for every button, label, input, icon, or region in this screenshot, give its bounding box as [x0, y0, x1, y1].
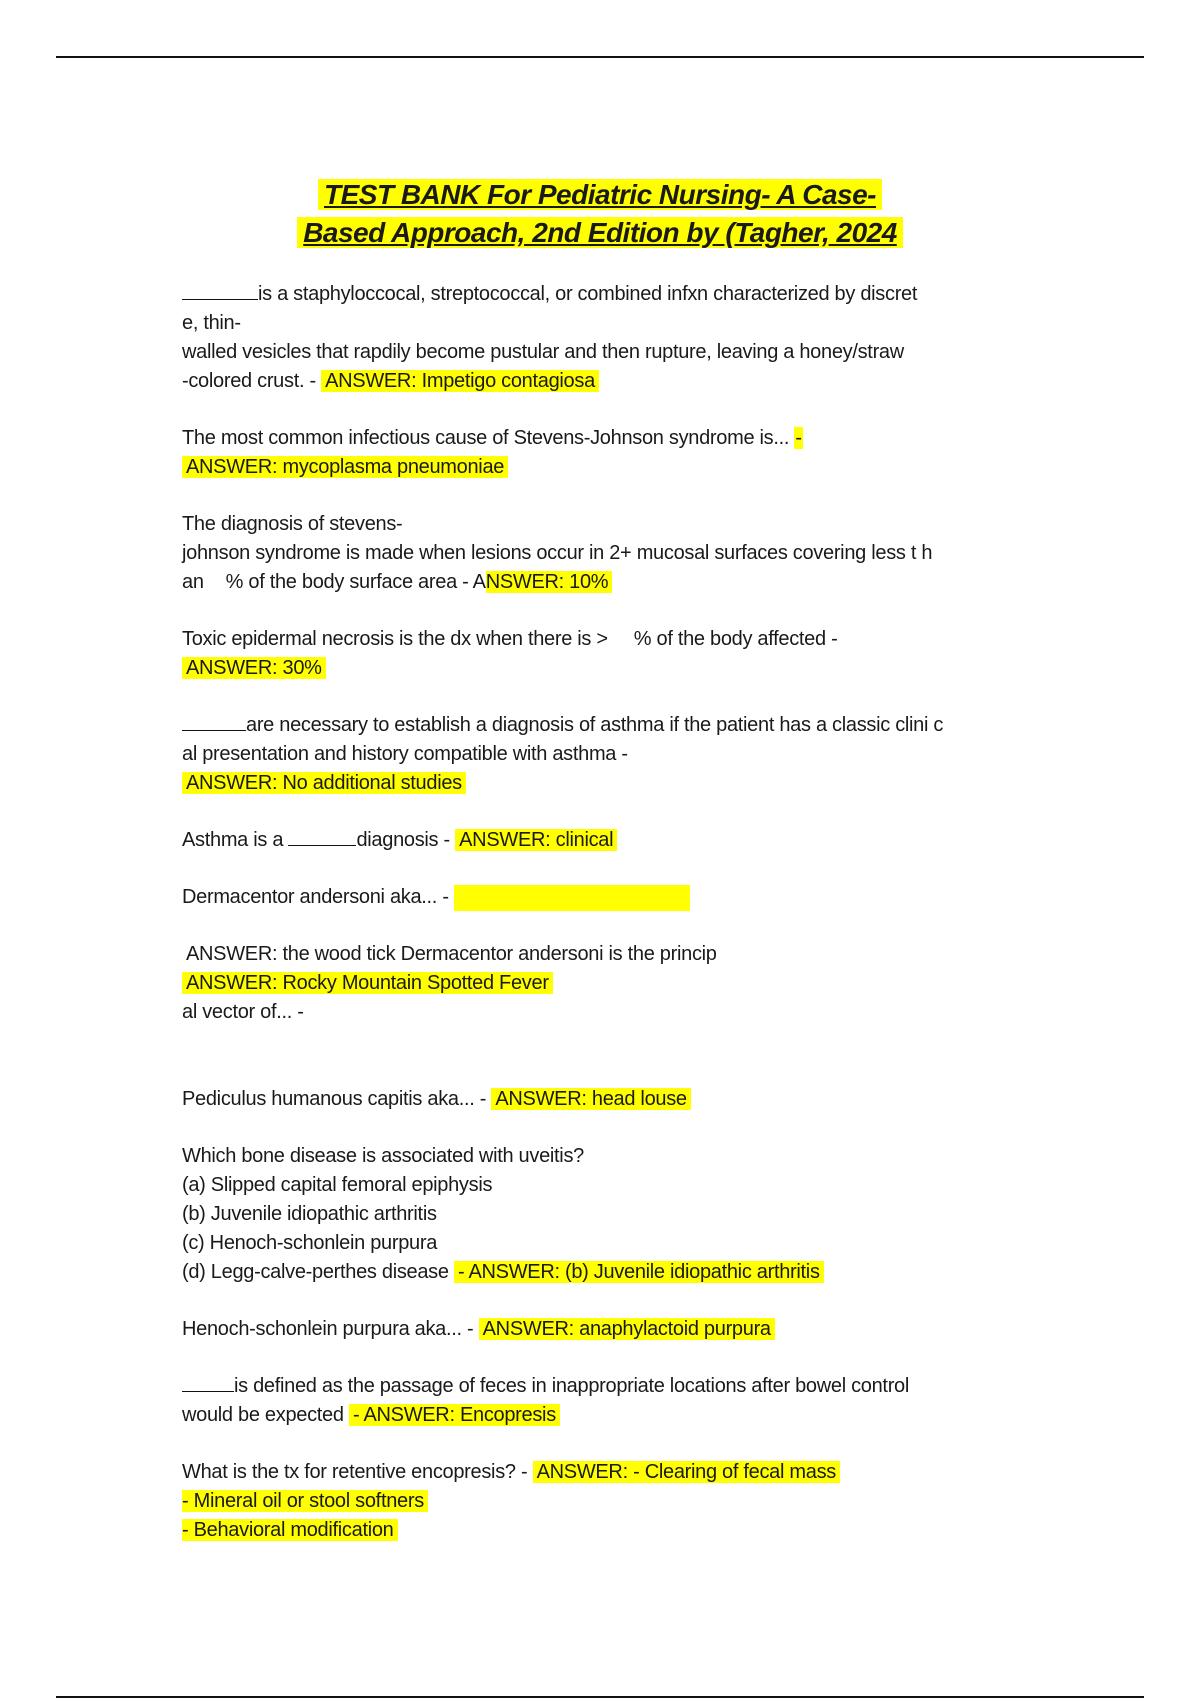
title-line-1: TEST BANK For Pediatric Nursing- A Case-: [318, 179, 882, 210]
question-impetigo: is a staphyloccocal, streptococcal, or combined infxn characterized by discret e, thin- walled vesicles that rapdily become pustular and then rupture, leaving a honey/straw -colored crust. - ANSWER: Impetigo contagiosa: [182, 283, 918, 392]
answer-highlight: ANSWER: - Clearing of fecal mass: [533, 1461, 840, 1483]
answer-highlight: - ANSWER: (b) Juvenile idiopathic arthritis: [454, 1261, 824, 1283]
answer-blank: [288, 827, 356, 846]
question-dermacentor: Dermacentor andersoni aka... -: [182, 883, 1022, 912]
answer-highlight: - Behavioral modification: [182, 1519, 398, 1541]
question-uveitis: Which bone disease is associated with uveitis? (a) Slipped capital femoral epiphysis (b) Juvenile idiopathic arthritis (c) Henoch-schonlein purpura (d) Legg-calve-perthes disease - ANSWER: (b) Juvenile idiopathic arthritis: [182, 1142, 1022, 1287]
question-ten: Toxic epidermal necrosis is the dx when there is > % of the body affected - ANSWER: 30%: [182, 628, 838, 679]
answer-blank: [182, 1373, 234, 1392]
answer-highlight: ANSWER: mycoplasma pneumoniae: [182, 456, 508, 478]
answer-highlight: NSWER: 10%: [486, 571, 613, 593]
option-a: (a) Slipped capital femoral epiphysis: [182, 1174, 493, 1196]
answer-highlight: - ANSWER: Encopresis: [349, 1404, 560, 1426]
title-line-2: Based Approach, 2nd Edition by (Tagher, 2024: [297, 217, 903, 248]
question-list: [182, 280, 1022, 1573]
question-sjs-diagnosis: The diagnosis of stevens- johnson syndrome is made when lesions occur in 2+ mucosal surfaces covering less t h an % of the body surface area - ANSWER: 10%: [182, 513, 933, 593]
answer-blank: [182, 712, 246, 731]
option-b: (b) Juvenile idiopathic arthritis: [182, 1203, 437, 1225]
question-encopresis-tx: What is the tx for retentive encopresis? - ANSWER: - Clearing of fecal mass - Mineral oil or stool softners - Behavioral modification: [182, 1458, 1022, 1545]
answer-highlight: ANSWER: head louse: [491, 1088, 690, 1110]
question-sjs-cause: The most common infectious cause of Stevens-Johnson syndrome is... - ANSWER: mycoplasma pneumoniae: [182, 427, 802, 478]
empty-highlight: [454, 885, 690, 911]
answer-blank: [182, 281, 258, 300]
question-rmsf: ANSWER: the wood tick Dermacentor andersoni is the princip ANSWER: Rocky Mountain Spotted Fever al vector of... -: [182, 943, 717, 1023]
top-rule: [56, 56, 1144, 58]
answer-highlight: ANSWER: 30%: [182, 657, 326, 679]
option-d: (d) Legg-calve-perthes disease: [182, 1261, 454, 1283]
question-hsp: Henoch-schonlein purpura aka... - ANSWER: anaphylactoid purpura: [182, 1315, 1022, 1344]
bottom-rule: [56, 1696, 1144, 1698]
question-asthma-studies: are necessary to establish a diagnosis of asthma if the patient has a classic clini c al presentation and history compatible with asthma - ANSWER: No additional studies: [182, 714, 944, 794]
answer-highlight: ANSWER: No additional studies: [182, 772, 466, 794]
question-asthma-diagnosis: Asthma is a diagnosis - ANSWER: clinical: [182, 826, 1022, 855]
answer-highlight: ANSWER: anaphylactoid purpura: [479, 1318, 775, 1340]
answer-highlight: ANSWER: Impetigo contagiosa: [321, 370, 599, 392]
question-pediculus: Pediculus humanous capitis aka... - ANSWER: head louse: [182, 1085, 1022, 1114]
answer-highlight: ANSWER: clinical: [455, 829, 617, 851]
question-encopresis: is defined as the passage of feces in inappropriate locations after bowel control would be expected - ANSWER: Encopresis: [182, 1375, 910, 1426]
document-title: [0, 176, 1200, 252]
option-c: (c) Henoch-schonlein purpura: [182, 1232, 438, 1254]
answer-highlight: - Mineral oil or stool softners: [182, 1490, 428, 1512]
answer-highlight: ANSWER: Rocky Mountain Spotted Fever: [182, 972, 553, 994]
